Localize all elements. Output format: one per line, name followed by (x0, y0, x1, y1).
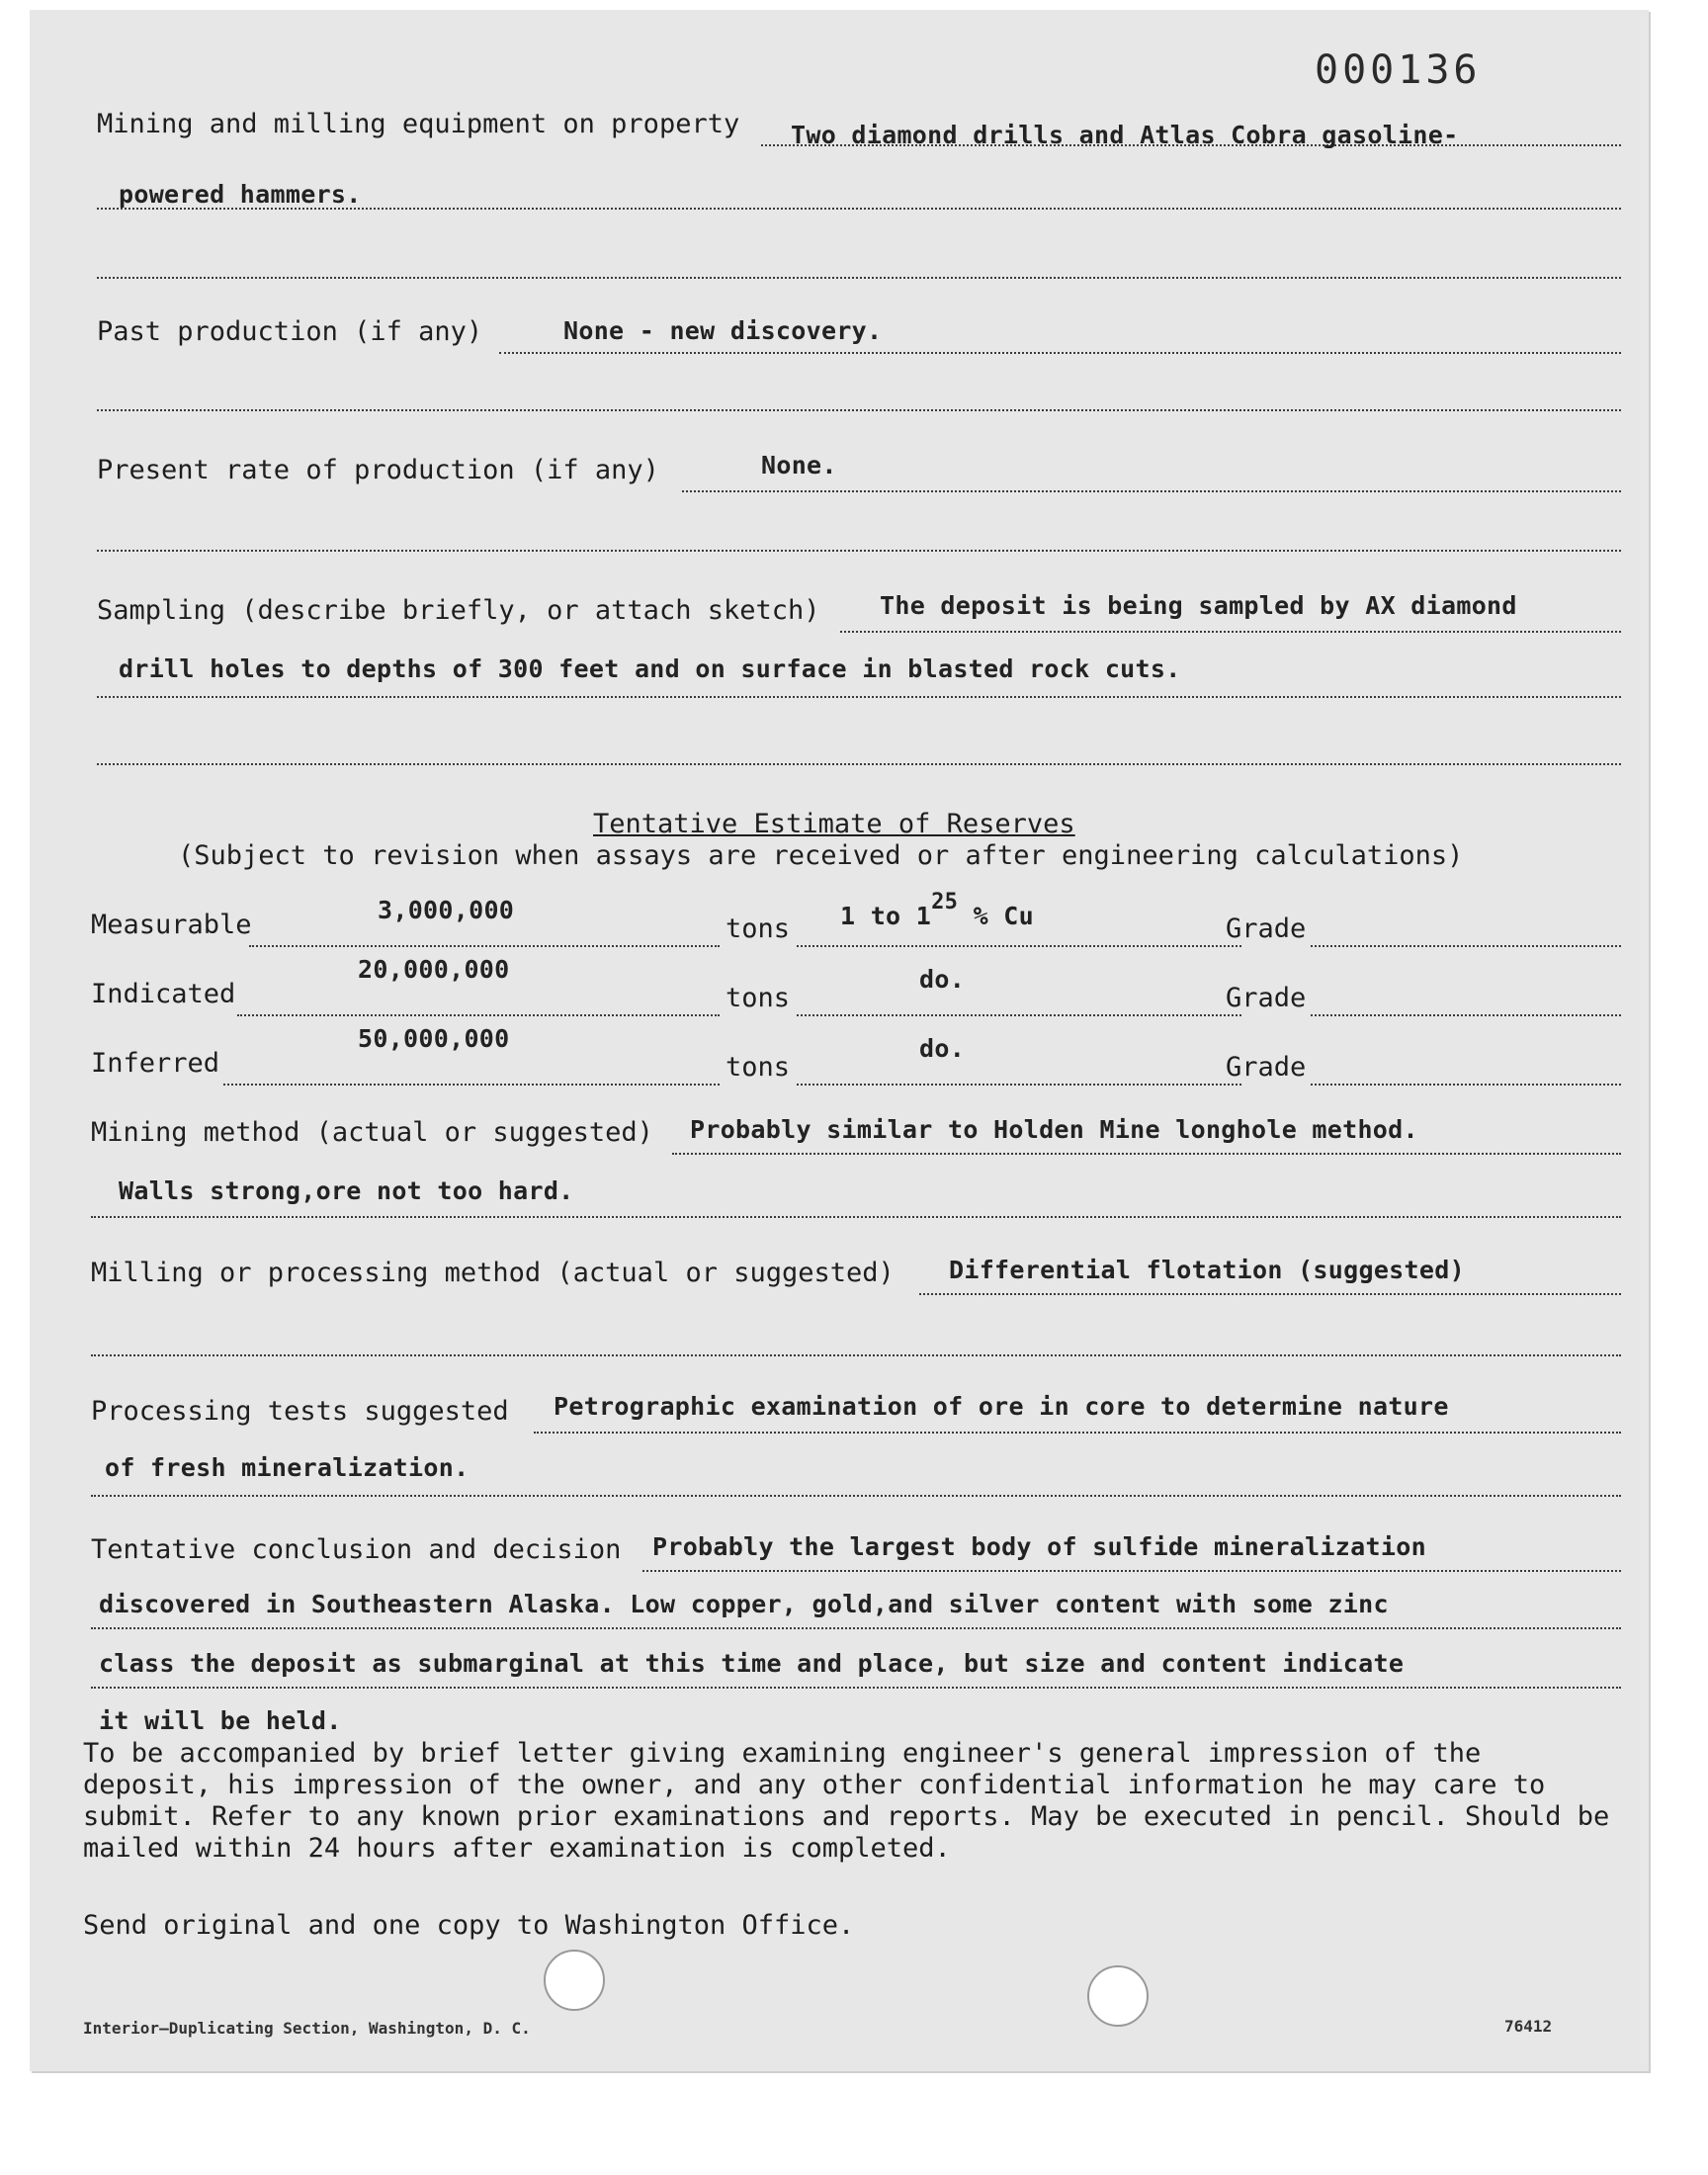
reserves-subheading: (Subject to revision when assays are received or after engineering calculations) (178, 840, 1464, 871)
present-rate-line-2 (97, 550, 1621, 552)
milling-method-line-2 (91, 1354, 1621, 1356)
processing-tests-line-2 (91, 1495, 1621, 1497)
indicated-grade-label: Grade (1226, 983, 1307, 1013)
conclusion-line-1 (642, 1570, 1621, 1572)
milling-method-line-1 (919, 1293, 1621, 1295)
conclusion-line-3 (91, 1687, 1621, 1689)
processing-tests-value-1: Petrographic examination of ore in core to determine nature (554, 1392, 1449, 1421)
conclusion-value-3: class the deposit as submarginal at this time and place, but size and content indicate (99, 1649, 1405, 1678)
sampling-value-1: The deposit is being sampled by AX diamond (880, 591, 1517, 620)
mining-method-value-2: Walls strong,ore not too hard. (119, 1176, 574, 1205)
mining-method-line-1 (672, 1153, 1621, 1155)
indicated-grade-line (797, 1014, 1241, 1016)
past-production-label: Past production (if any) (97, 316, 483, 347)
indicated-label: Indicated (91, 979, 236, 1009)
document-number: 000136 (1315, 47, 1482, 93)
equipment-value-1: Two diamond drills and Atlas Cobra gasoline- (791, 121, 1459, 149)
measurable-tons-label: tons (726, 914, 791, 944)
conclusion-label: Tentative conclusion and decision (91, 1534, 622, 1565)
indicated-grade-value-line (1311, 1014, 1621, 1016)
sampling-label: Sampling (describe briefly, or attach sketch) (97, 595, 820, 626)
conclusion-value-2: discovered in Southeastern Alaska. Low copper, gold,and silver content with some zinc (99, 1590, 1389, 1618)
sampling-value-2: drill holes to depths of 300 feet and on surface in blasted rock cuts. (119, 654, 1181, 683)
indicated-grade: do. (919, 965, 966, 994)
inferred-grade-label: Grade (1226, 1052, 1307, 1083)
punch-hole-right (1087, 1965, 1149, 2027)
processing-tests-label: Processing tests suggested (91, 1396, 509, 1427)
present-rate-line-1 (682, 490, 1621, 492)
equipment-label: Mining and milling equipment on property (97, 109, 740, 139)
inferred-tons: 50,000,000 (358, 1024, 510, 1053)
milling-method-value: Differential flotation (suggested) (949, 1256, 1465, 1284)
measurable-grade: 1 to 125 % Cu (840, 890, 1034, 930)
measurable-grade-label: Grade (1226, 914, 1307, 944)
punch-hole-left (544, 1950, 605, 2011)
sampling-line-3 (97, 763, 1621, 765)
inferred-grade-value-line (1311, 1084, 1621, 1086)
mining-method-value-1: Probably similar to Holden Mine longhole method. (690, 1115, 1418, 1144)
past-production-line-2 (97, 409, 1621, 411)
conclusion-value-1: Probably the largest body of sulfide mineralization (652, 1532, 1426, 1561)
measurable-grade-value-line (1311, 945, 1621, 947)
conclusion-line-2 (91, 1627, 1621, 1629)
inferred-label: Inferred (91, 1048, 220, 1079)
conclusion-value-4: it will be held. (99, 1706, 342, 1735)
indicated-tons-label: tons (726, 983, 791, 1013)
processing-tests-line-1 (534, 1432, 1621, 1434)
form-sheet (30, 10, 1649, 2071)
inferred-tons-line (223, 1084, 720, 1086)
indicated-tons: 20,000,000 (358, 955, 510, 984)
measurable-grade-line (797, 945, 1241, 947)
past-production-line-1 (499, 352, 1621, 354)
equipment-value-2: powered hammers. (119, 180, 362, 209)
inferred-tons-label: tons (726, 1052, 791, 1083)
sampling-line-1 (840, 631, 1621, 633)
inferred-grade-line (797, 1084, 1241, 1086)
milling-method-label: Milling or processing method (actual or suggested) (91, 1258, 895, 1288)
reserves-heading: Tentative Estimate of Reserves (593, 809, 1075, 839)
indicated-tons-line (237, 1014, 720, 1016)
measurable-tons-line (249, 945, 720, 947)
measurable-label: Measurable (91, 910, 252, 940)
mining-method-label: Mining method (actual or suggested) (91, 1117, 653, 1148)
past-production-value: None - new discovery. (563, 316, 883, 345)
sampling-line-2 (97, 696, 1621, 698)
footer-printer: Interior—Duplicating Section, Washington, D. C. (83, 2019, 531, 2038)
send-instruction: Send original and one copy to Washington Office. (83, 1910, 855, 1941)
present-rate-value: None. (761, 451, 837, 479)
mining-method-line-2 (91, 1216, 1621, 1218)
present-rate-label: Present rate of production (if any) (97, 455, 659, 485)
equipment-line-3 (97, 277, 1621, 279)
instructions-paragraph: To be accompanied by brief letter giving examining engineer's general impression of the deposit, his impression of the owner, and any other confidential information he may care to submit. Refer to any known prior examinations and reports. May be executed in pencil. Should be mailed within 24 hours after examination is completed. (83, 1738, 1610, 1864)
footer-form-number: 76412 (1504, 2017, 1553, 2036)
inferred-grade: do. (919, 1034, 966, 1063)
processing-tests-value-2: of fresh mineralization. (105, 1453, 470, 1482)
measurable-tons: 3,000,000 (378, 896, 515, 924)
